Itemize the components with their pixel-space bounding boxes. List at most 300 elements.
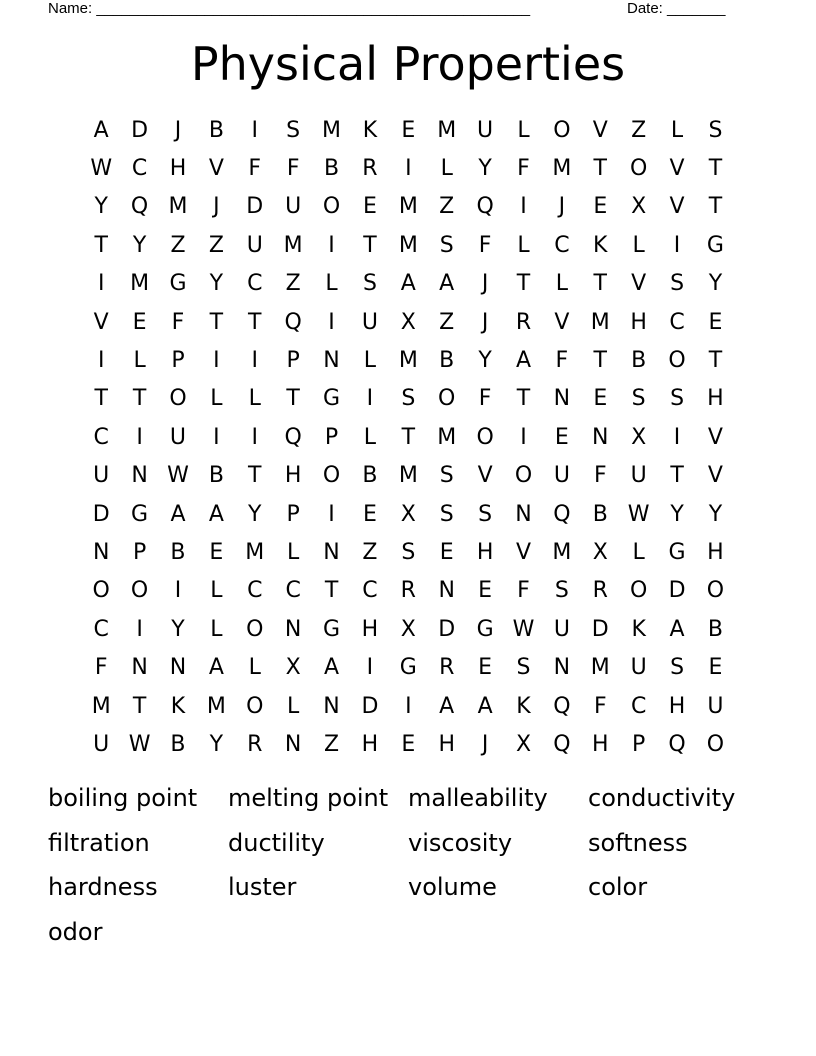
grid-cell: H xyxy=(707,539,724,565)
grid-cell: E xyxy=(209,539,224,565)
grid-cell: J xyxy=(481,731,489,757)
grid-cell: A xyxy=(170,501,186,527)
grid-cell: V xyxy=(669,156,685,182)
grid-row xyxy=(82,725,735,763)
grid-cell: H xyxy=(668,693,686,719)
grid-cell: T xyxy=(708,156,723,182)
grid-cell: B xyxy=(170,731,186,757)
grid-cell: Y xyxy=(171,616,185,642)
grid-cell: M xyxy=(398,194,418,220)
grid-cell: P xyxy=(171,348,185,374)
grid-cell: L xyxy=(248,386,261,412)
grid-cell: H xyxy=(438,731,455,757)
grid-cell: C xyxy=(285,578,301,604)
grid-cell: A xyxy=(515,348,532,374)
grid-cell: G xyxy=(668,539,686,565)
grid-cell: O xyxy=(706,578,725,604)
grid-cell: C xyxy=(630,693,647,719)
grid-cell: B xyxy=(170,539,186,565)
grid-cell: M xyxy=(398,232,418,258)
grid-cell: B xyxy=(439,348,455,374)
grid-cell: X xyxy=(400,501,416,527)
grid-cell: L xyxy=(670,117,684,143)
word-bank-item: malleability xyxy=(408,784,548,812)
grid-cell: E xyxy=(478,655,493,681)
grid-cell: M xyxy=(245,539,265,565)
grid-cell: I xyxy=(520,424,527,450)
grid-row xyxy=(82,188,735,226)
grid-cell: U xyxy=(361,309,378,335)
grid-cell: M xyxy=(130,271,150,297)
grid-cell: K xyxy=(362,117,378,143)
grid-row xyxy=(82,610,735,648)
grid-row xyxy=(82,265,735,303)
grid-cell: K xyxy=(593,232,608,258)
grid-cell: U xyxy=(477,117,494,143)
grid-cell: N xyxy=(92,539,110,565)
grid-row xyxy=(82,495,735,533)
grid-cell: X xyxy=(631,424,647,450)
grid-cell: K xyxy=(516,693,531,719)
grid-cell: Z xyxy=(324,731,340,757)
grid-cell: X xyxy=(400,309,416,335)
grid-cell: W xyxy=(512,616,535,642)
grid-row xyxy=(82,687,735,725)
word-bank-item: conductivity xyxy=(588,784,736,812)
grid-cell: T xyxy=(324,578,339,604)
grid-cell: O xyxy=(514,463,533,489)
grid-cell: N xyxy=(131,655,148,681)
grid-cell: E xyxy=(593,386,608,412)
grid-row xyxy=(82,533,735,571)
grid-cell: H xyxy=(169,156,187,182)
grid-cell: X xyxy=(285,655,301,681)
grid-cell: O xyxy=(668,348,686,374)
grid-cell: Y xyxy=(670,501,684,527)
grid-cell: F xyxy=(593,463,607,489)
grid-cell: O xyxy=(706,731,725,757)
grid-cell: L xyxy=(363,348,377,374)
grid-cell: G xyxy=(323,386,341,412)
grid-cell: R xyxy=(247,731,263,757)
grid-cell: S xyxy=(478,501,493,527)
grid-cell: T xyxy=(401,424,416,450)
grid-cell: H xyxy=(592,731,609,757)
word-bank-item: volume xyxy=(408,873,497,901)
grid-cell: I xyxy=(213,424,220,450)
grid-cell: U xyxy=(553,463,570,489)
grid-cell: U xyxy=(285,194,302,220)
grid-cell: W xyxy=(128,731,151,757)
grid-cell: P xyxy=(132,539,147,565)
grid-cell: L xyxy=(440,156,453,182)
grid-cell: I xyxy=(405,693,412,719)
grid-cell: J xyxy=(481,309,489,335)
grid-cell: I xyxy=(251,117,258,143)
grid-cell: N xyxy=(553,655,571,681)
grid-cell: H xyxy=(361,616,379,642)
grid-cell: G xyxy=(169,271,187,297)
grid-row xyxy=(82,457,735,495)
grid-row xyxy=(82,303,735,341)
grid-cell: U xyxy=(630,655,647,681)
grid-cell: M xyxy=(322,117,342,143)
grid-cell: T xyxy=(708,348,723,374)
grid-row xyxy=(82,149,735,187)
grid-cell: R xyxy=(515,309,532,335)
grid-cell: S xyxy=(708,117,723,143)
grid-cell: T xyxy=(593,156,607,182)
grid-cell: L xyxy=(555,271,569,297)
grid-cell: N xyxy=(284,731,302,757)
grid-cell: L xyxy=(632,539,645,565)
grid-cell: F xyxy=(555,348,569,374)
grid-row xyxy=(82,648,735,686)
grid-row xyxy=(82,341,735,379)
grid-cell: Z xyxy=(170,232,186,258)
grid-cell: T xyxy=(94,232,108,258)
grid-row xyxy=(82,380,735,418)
letter-grid xyxy=(82,111,735,764)
grid-cell: K xyxy=(170,693,186,719)
grid-cell: O xyxy=(553,117,571,143)
grid-cell: E xyxy=(439,539,454,565)
grid-cell: O xyxy=(630,578,648,604)
grid-cell: S xyxy=(401,386,416,412)
grid-cell: E xyxy=(362,194,377,220)
grid-cell: Y xyxy=(132,232,147,258)
grid-cell: V xyxy=(515,539,532,565)
grid-cell: W xyxy=(627,501,650,527)
word-bank-item: ductility xyxy=(228,828,325,857)
grid-cell: U xyxy=(707,693,724,719)
grid-cell: I xyxy=(251,424,258,450)
grid-cell: K xyxy=(631,616,646,642)
grid-cell: J xyxy=(213,194,220,220)
grid-cell: D xyxy=(92,501,110,527)
grid-cell: M xyxy=(437,117,457,143)
word-bank-item: viscosity xyxy=(408,828,513,857)
grid-cell: T xyxy=(593,348,607,374)
grid-row xyxy=(82,418,735,456)
grid-cell: F xyxy=(171,309,185,335)
grid-cell: E xyxy=(401,731,416,757)
grid-cell: D xyxy=(131,117,149,143)
grid-cell: U xyxy=(246,232,263,258)
grid-cell: I xyxy=(213,348,220,374)
grid-cell: N xyxy=(323,348,340,374)
grid-cell: A xyxy=(208,655,224,681)
grid-cell: I xyxy=(97,271,105,297)
grid-cell: P xyxy=(286,348,300,374)
grid-cell: A xyxy=(324,655,340,681)
grid-cell: I xyxy=(97,348,105,374)
grid-cell: H xyxy=(361,731,379,757)
grid-cell: S xyxy=(670,271,685,297)
grid-cell: C xyxy=(131,156,148,182)
grid-cell: B xyxy=(208,463,224,489)
word-bank-item: color xyxy=(588,873,648,901)
grid-cell: N xyxy=(169,655,187,681)
grid-cell: Q xyxy=(284,424,302,450)
grid-cell: F xyxy=(593,693,607,719)
grid-cell: C xyxy=(247,271,263,297)
date-field: Date: _______ xyxy=(627,0,726,17)
grid-cell: D xyxy=(591,616,609,642)
grid-cell: G xyxy=(399,655,417,681)
grid-cell: U xyxy=(93,463,110,489)
grid-cell: Z xyxy=(362,539,378,565)
grid-cell: Y xyxy=(708,501,723,527)
grid-cell: S xyxy=(362,271,377,297)
grid-cell: U xyxy=(630,463,647,489)
grid-cell: I xyxy=(251,348,258,374)
grid-cell: H xyxy=(476,539,494,565)
grid-cell: L xyxy=(287,693,300,719)
grid-cell: I xyxy=(673,424,681,450)
grid-cell: V xyxy=(93,309,109,335)
grid-cell: M xyxy=(552,156,572,182)
grid-cell: N xyxy=(323,693,340,719)
word-bank xyxy=(48,778,788,956)
grid-cell: Z xyxy=(631,117,647,143)
grid-cell: S xyxy=(286,117,301,143)
grid-cell: J xyxy=(174,117,182,143)
grid-cell: A xyxy=(439,693,455,719)
grid-cell: L xyxy=(287,539,300,565)
grid-cell: L xyxy=(517,232,530,258)
grid-cell: Y xyxy=(209,271,224,297)
grid-cell: M xyxy=(283,232,303,258)
grid-cell: N xyxy=(553,386,571,412)
grid-cell: P xyxy=(632,731,646,757)
grid-cell: V xyxy=(631,271,647,297)
grid-cell: D xyxy=(438,616,456,642)
grid-cell: B xyxy=(707,616,723,642)
grid-cell: A xyxy=(477,693,493,719)
grid-cell: F xyxy=(478,232,492,258)
grid-cell: Z xyxy=(439,194,455,220)
grid-cell: R xyxy=(400,578,416,604)
grid-cell: G xyxy=(706,232,724,258)
grid-cell: O xyxy=(438,386,456,412)
grid-cell: E xyxy=(708,655,723,681)
grid-cell: F xyxy=(517,156,530,182)
grid-cell: T xyxy=(516,271,531,297)
grid-cell: F xyxy=(478,386,492,412)
grid-cell: H xyxy=(284,463,302,489)
grid-cell: L xyxy=(363,424,377,450)
grid-cell: N xyxy=(438,578,455,604)
grid-cell: N xyxy=(323,539,340,565)
grid-cell: O xyxy=(92,578,110,604)
grid-cell: O xyxy=(246,693,264,719)
grid-cell: Z xyxy=(439,309,455,335)
grid-cell: T xyxy=(248,309,262,335)
grid-cell: M xyxy=(590,309,610,335)
grid-cell: C xyxy=(669,309,685,335)
grid-cell: O xyxy=(322,194,341,220)
grid-cell: U xyxy=(553,616,570,642)
grid-cell: L xyxy=(210,616,223,642)
grid-cell: T xyxy=(593,271,607,297)
grid-cell: Y xyxy=(478,348,492,374)
grid-cell: C xyxy=(93,424,109,450)
grid-cell: T xyxy=(363,232,377,258)
grid-cell: S xyxy=(670,386,685,412)
grid-cell: F xyxy=(517,578,530,604)
grid-cell: N xyxy=(592,424,609,450)
grid-cell: Q xyxy=(476,194,494,220)
grid-cell: C xyxy=(554,232,570,258)
grid-cell: A xyxy=(208,501,224,527)
grid-cell: Y xyxy=(708,271,723,297)
grid-cell: Y xyxy=(478,156,492,182)
word-bank-item: filtration xyxy=(48,828,150,857)
grid-cell: I xyxy=(520,194,527,220)
grid-cell: M xyxy=(206,693,226,719)
grid-cell: J xyxy=(481,271,489,297)
grid-cell: D xyxy=(361,693,379,719)
word-bank-item: hardness xyxy=(48,873,158,901)
grid-cell: O xyxy=(322,463,341,489)
grid-cell: N xyxy=(131,463,148,489)
grid-cell: S xyxy=(439,501,454,527)
grid-cell: Q xyxy=(553,693,571,719)
grid-cell: D xyxy=(246,194,264,220)
grid-cell: V xyxy=(554,309,570,335)
grid-cell: G xyxy=(323,616,341,642)
grid-cell: L xyxy=(210,578,223,604)
grid-cell: Q xyxy=(553,501,571,527)
grid-cell: I xyxy=(366,386,374,412)
grid-cell: I xyxy=(136,616,143,642)
grid-cell: B xyxy=(362,463,378,489)
grid-cell: T xyxy=(209,309,224,335)
grid-cell: L xyxy=(133,348,146,374)
grid-cell: I xyxy=(366,655,374,681)
grid-cell: V xyxy=(707,463,723,489)
word-bank-item: odor xyxy=(48,917,103,946)
grid-cell: T xyxy=(248,463,262,489)
grid-cell: H xyxy=(630,309,647,335)
word-bank-item: melting point xyxy=(228,784,389,812)
name-field: Name: ____________________________________________________ xyxy=(48,0,531,17)
grid-cell: S xyxy=(631,386,646,412)
grid-cell: E xyxy=(708,309,723,335)
grid-cell: E xyxy=(593,194,608,220)
grid-cell: F xyxy=(94,655,108,681)
grid-cell: I xyxy=(136,424,143,450)
grid-cell: E xyxy=(401,117,416,143)
grid-cell: G xyxy=(476,616,494,642)
grid-cell: P xyxy=(286,501,300,527)
grid-cell: M xyxy=(398,348,418,374)
grid-cell: E xyxy=(478,578,493,604)
grid-cell: D xyxy=(668,578,686,604)
grid-cell: I xyxy=(673,232,681,258)
grid-cell: A xyxy=(93,117,109,143)
grid-cell: O xyxy=(476,424,494,450)
grid-cell: A xyxy=(400,271,416,297)
grid-cell: M xyxy=(590,655,610,681)
grid-cell: O xyxy=(630,156,648,182)
grid-cell: U xyxy=(93,731,110,757)
grid-cell: S xyxy=(401,539,416,565)
grid-cell: F xyxy=(286,156,300,182)
grid-cell: N xyxy=(284,616,302,642)
grid-cell: C xyxy=(362,578,378,604)
grid-cell: R xyxy=(439,655,455,681)
grid-cell: T xyxy=(286,386,300,412)
word-bank-item: softness xyxy=(588,828,688,857)
grid-cell: M xyxy=(552,539,572,565)
grid-cell: O xyxy=(246,616,264,642)
grid-cell: I xyxy=(328,309,335,335)
grid-cell: O xyxy=(169,386,187,412)
grid-cell: Z xyxy=(208,232,224,258)
grid-cell: U xyxy=(169,424,187,450)
grid-cell: O xyxy=(130,578,149,604)
grid-cell: M xyxy=(168,194,188,220)
grid-row xyxy=(82,226,735,264)
grid-cell: G xyxy=(131,501,149,527)
grid-cell: V xyxy=(707,424,723,450)
grid-cell: V xyxy=(477,463,493,489)
grid-cell: M xyxy=(398,463,418,489)
grid-cell: Y xyxy=(94,194,108,220)
grid-cell: B xyxy=(208,117,224,143)
grid-cell: T xyxy=(132,386,147,412)
grid-cell: X xyxy=(631,194,647,220)
grid-cell: Q xyxy=(668,731,686,757)
grid-cell: S xyxy=(439,232,454,258)
grid-cell: W xyxy=(167,463,189,489)
grid-cell: W xyxy=(90,156,113,182)
grid-cell: V xyxy=(669,194,685,220)
grid-row xyxy=(82,111,735,149)
grid-cell: L xyxy=(325,271,338,297)
grid-cell: Q xyxy=(130,194,149,220)
grid-cell: P xyxy=(324,424,339,450)
grid-cell: R xyxy=(592,578,608,604)
grid-cell: S xyxy=(439,463,454,489)
grid-cell: I xyxy=(328,501,335,527)
grid-cell: B xyxy=(592,501,608,527)
word-bank-item: luster xyxy=(228,873,297,901)
grid-row xyxy=(82,572,735,610)
grid-cell: M xyxy=(91,693,111,719)
grid-cell: S xyxy=(554,578,569,604)
grid-cell: C xyxy=(247,578,263,604)
grid-cell: T xyxy=(94,386,108,412)
grid-cell: L xyxy=(517,117,530,143)
grid-cell: T xyxy=(708,194,723,220)
grid-cell: S xyxy=(670,655,685,681)
grid-cell: I xyxy=(405,156,412,182)
grid-cell: C xyxy=(93,616,109,642)
grid-cell: J xyxy=(558,194,566,220)
grid-cell: S xyxy=(516,655,531,681)
grid-cell: L xyxy=(632,232,645,258)
page-title: Physical Properties xyxy=(190,37,626,91)
grid-cell: E xyxy=(132,309,147,335)
grid-cell: X xyxy=(515,731,532,757)
grid-cell: M xyxy=(437,424,457,450)
grid-cell: Y xyxy=(248,501,262,527)
grid-cell: B xyxy=(631,348,647,374)
grid-cell: Q xyxy=(553,731,571,757)
